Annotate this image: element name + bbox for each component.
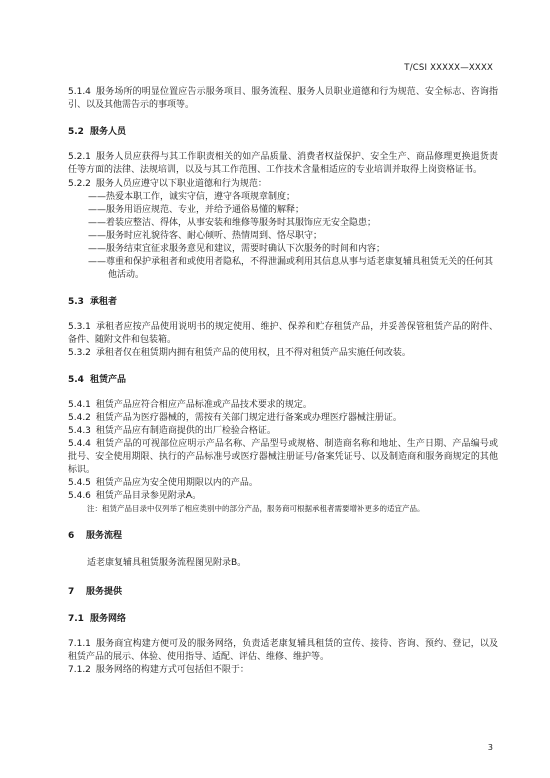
clause-number: 7.1.1	[68, 639, 91, 649]
clause-number: 7.1.2	[68, 665, 91, 675]
clause-number: 5.1.4	[68, 87, 91, 97]
section-6-text: 适老康复辅具租赁服务流程图见附录B。	[87, 558, 247, 568]
list-item: ——服务用语应规范、专业，并给予通俗易懂的解释；	[88, 205, 305, 215]
clause-number: 5.4.6	[68, 491, 91, 501]
clause-5-4-5	[68, 477, 498, 490]
clause-5-2-2	[68, 178, 498, 191]
section-heading-5-3	[68, 296, 498, 309]
clause-5-3-1	[68, 321, 498, 347]
clause-text: 服务网络的构建方式可包括但不限于：	[95, 665, 249, 675]
clause-5-4-3	[68, 425, 498, 438]
section-title: 服务网络	[90, 614, 127, 624]
clause-number: 5.4.3	[68, 426, 91, 436]
section-number: 6	[68, 531, 75, 541]
list-item: ——着装应整洁、得体，从事安装和维修等服务时其服饰应无安全隐患；	[88, 218, 377, 228]
clause-text: 承租者应按产品使用说明书的规定使用、维护、保养和贮存租赁产品，并妥善保管租赁产品的附件、备件、随附文件和包装箱。	[68, 322, 498, 345]
list-item: ——热爱本职工作，诚实守信，遵守各项规章制度；	[88, 192, 296, 202]
section-number: 5.2	[68, 127, 84, 137]
section-number: 5.4	[68, 375, 84, 385]
clause-7-1-2	[68, 664, 498, 677]
clause-text: 承租者仅在租赁期内拥有租赁产品的使用权，且不得对租赁产品实施任何改装。	[95, 348, 411, 358]
page-content	[68, 86, 498, 677]
section-title: 服务流程	[86, 531, 123, 541]
section-title: 租赁产品	[90, 375, 127, 385]
list-item: ——尊重和保护承租者和或使用者隐私，不得泄漏或利用其信息从事与适老康复辅具租赁无关的任何其他活动。	[88, 257, 494, 280]
clause-text: 租赁产品目录参见附录A。	[95, 491, 202, 501]
section-number: 7	[68, 587, 75, 597]
section-heading-7-1	[68, 613, 498, 626]
section-number: 5.3	[68, 297, 84, 307]
section-title: 服务提供	[86, 587, 123, 597]
clause-5-4-4	[68, 438, 498, 477]
clause-5-4-6	[68, 490, 498, 503]
clause-text: 租赁产品应有制造商提供的出厂检验合格证。	[95, 426, 276, 436]
clause-number: 5.4.4	[68, 439, 91, 449]
clause-number: 5.3.1	[68, 322, 91, 332]
clause-text: 服务人员应获得与其工作职责相关的如产品质量、消费者权益保护、安全生产、商品修理更换退货责任等方面的法律、法规培训，以及与其工作范围、工作技术含量相适应的专业培训并取得上岗资格证书。	[68, 152, 498, 175]
clause-number: 5.4.2	[68, 413, 91, 423]
clause-number: 5.2.1	[68, 152, 91, 162]
clause-number: 5.4.1	[68, 400, 91, 410]
clause-5-4-1	[68, 399, 498, 412]
section-heading-7	[68, 586, 498, 599]
clause-text: 服务人员应遵守以下职业道德和行为规范：	[95, 179, 267, 189]
section-number: 7.1	[68, 614, 84, 624]
clause-text: 租赁产品的可视部位应明示产品名称、产品型号或规格、制造商名称和地址、生产日期、产品编号或批号、安全使用期限、执行的产品标准号或医疗器械注册证号/备案凭证号、以及制造商和服务商规定的其他标识。	[68, 439, 498, 475]
section-title: 服务人员	[90, 127, 127, 137]
clause-5-1-4	[68, 86, 498, 112]
clause-text: 租赁产品应符合相应产品标准或产品技术要求的规定。	[95, 400, 312, 410]
clause-number: 5.2.2	[68, 179, 91, 189]
page-number: 3	[487, 743, 493, 752]
document-code: T/CSI XXXXX—XXXX	[404, 63, 493, 73]
list-item: ——服务时应礼貌待客、耐心倾听、热情周到、恪尽职守；	[88, 231, 323, 241]
clause-text: 服务商宜构建方便可及的服务网络，负责适老康复辅具租赁的宣传、接待、咨询、预约、登记，以及租赁产品的展示、体验、使用指导、适配、评估、维修、维护等。	[68, 639, 498, 662]
section-title: 承租者	[90, 297, 118, 307]
section-heading-5-4	[68, 374, 498, 387]
section-heading-6	[68, 530, 498, 543]
clause-number: 5.3.2	[68, 348, 91, 358]
clause-5-2-1	[68, 151, 498, 177]
clause-text: 租赁产品为医疗器械的，需按有关部门规定进行备案或办理医疗器械注册证。	[95, 413, 402, 423]
section-heading-5-2	[68, 126, 498, 139]
clause-5-4-2	[68, 412, 498, 425]
clause-number: 5.4.5	[68, 478, 91, 488]
note: 注：租赁产品目录中仅列举了相应类别中的部分产品，服务商可根据承租者需要增补更多的适宜产品。	[87, 504, 425, 513]
clause-text: 租赁产品应为安全使用期限以内的产品。	[95, 478, 258, 488]
clause-text: 服务场所的明显位置应告示服务项目、服务流程、服务人员职业道德和行为规范、安全标志、咨询指引、以及其他需告示的事项等。	[68, 87, 498, 110]
list-item: ——服务结束宜征求服务意见和建议，需要时确认下次服务的时间和内容；	[88, 244, 386, 254]
clause-5-3-2	[68, 347, 498, 360]
clause-7-1-1	[68, 638, 498, 664]
